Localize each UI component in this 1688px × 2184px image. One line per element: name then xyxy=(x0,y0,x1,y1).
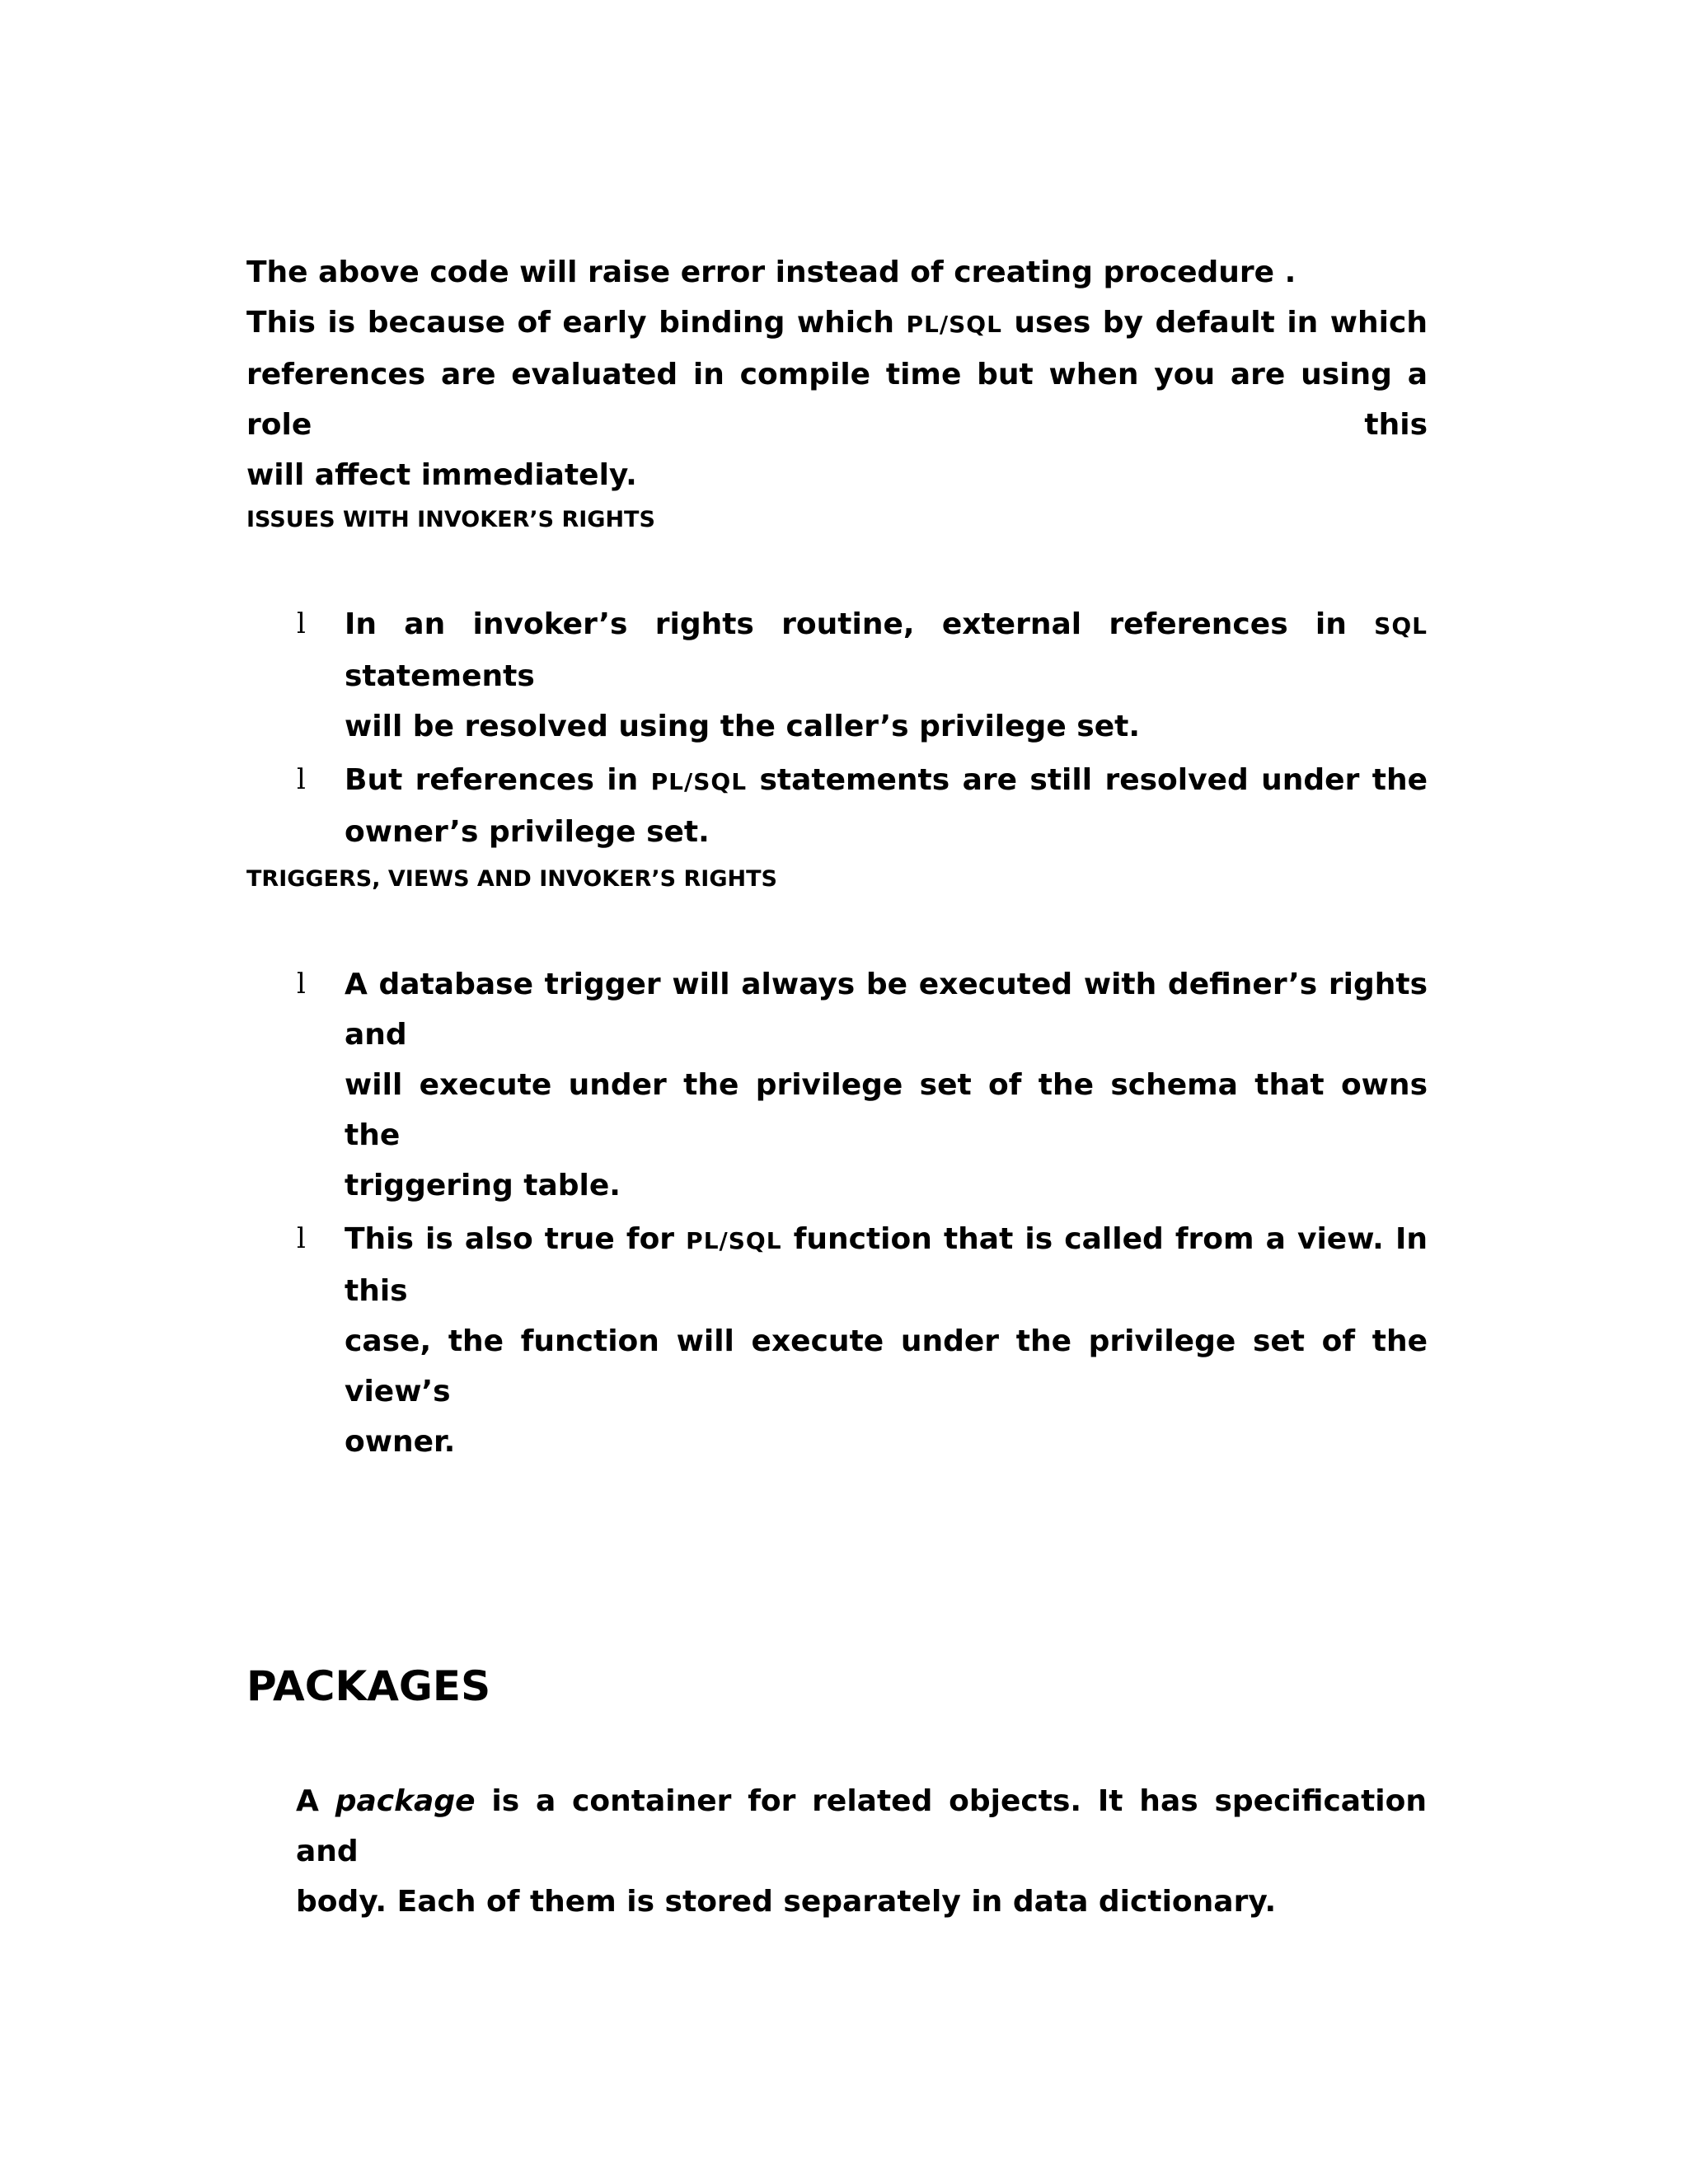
triggers-views-list xyxy=(246,959,1428,1470)
intro-text-a: This is because of early binding which xyxy=(246,306,895,340)
intro-text-b: uses by default in which xyxy=(1014,306,1428,340)
invokers-rights-list xyxy=(246,599,1428,860)
section-heading-invokers-rights: ISSUES WITH INVOKER’S RIGHTS xyxy=(246,507,655,532)
list-item-text: But references in xyxy=(345,763,639,797)
section-heading-triggers-views: TRIGGERS, VIEWS AND INVOKER’S RIGHTS xyxy=(246,866,777,892)
bullet-icon: l xyxy=(297,763,306,796)
packages-paragraph xyxy=(296,1776,1427,1927)
bullet-icon: l xyxy=(297,1222,306,1255)
intro-paragraph xyxy=(246,247,1428,500)
plsql-term: PL/SQL xyxy=(906,311,1002,338)
page-title-packages: PACKAGES xyxy=(246,1662,491,1710)
list-item-line-2: owner’s privilege set. xyxy=(345,815,710,849)
list-item-line-2: will execute under the privilege set of the schema that owns the xyxy=(345,1068,1428,1152)
packages-line-1 xyxy=(296,1776,1427,1877)
list-item-text: In an invoker’s rights routine, external references in xyxy=(345,607,1347,641)
list-item-line-2: will be resolved using the caller’s privilege set. xyxy=(345,710,1141,743)
bullet-icon: l xyxy=(297,968,306,1001)
intro-line-1: The above code will raise error instead of creating procedure . xyxy=(246,255,1296,289)
list-item-line-1: A database trigger will always be executed with definer’s rights and xyxy=(345,968,1428,1052)
list-item-line-1 xyxy=(345,1214,1428,1316)
list-item xyxy=(246,959,1428,1211)
list-item-line-1 xyxy=(345,599,1428,701)
plsql-term: PL/SQL xyxy=(650,768,748,795)
plsql-term: PL/SQL xyxy=(686,1227,782,1254)
list-item-line-3: owner. xyxy=(345,1425,456,1459)
list-item-text: function that is called from a view. In this xyxy=(345,1222,1428,1308)
bullet-icon: l xyxy=(297,607,306,640)
list-item-text: statements xyxy=(345,659,535,693)
packages-text: is a container for related objects. It has specification and xyxy=(296,1784,1427,1868)
package-term: package xyxy=(335,1784,476,1818)
section1-heading-block xyxy=(246,506,1428,534)
list-item-line-1 xyxy=(345,755,1428,807)
list-item-text: This is also true for xyxy=(345,1222,675,1256)
packages-line-2: body. Each of them is stored separately in data dictionary. xyxy=(296,1885,1277,1919)
list-item-line-2: case, the function will execute under the privilege set of the view’s xyxy=(345,1324,1428,1408)
intro-line-2 xyxy=(246,298,1428,349)
intro-line-4: will affect immediately. xyxy=(246,458,637,492)
intro-block xyxy=(246,247,1428,500)
sql-term: SQL xyxy=(1374,612,1428,640)
list-item xyxy=(246,1214,1428,1467)
packages-text: A xyxy=(296,1784,319,1818)
intro-line-3: references are evaluated in compile time but when you are using a role this xyxy=(246,358,1428,442)
list-item xyxy=(246,755,1428,857)
list-item-text: statements are still resolved under the xyxy=(759,763,1428,797)
list-item-line-3: triggering table. xyxy=(345,1169,621,1202)
section2-heading-block xyxy=(246,865,1428,893)
list-item xyxy=(246,599,1428,752)
